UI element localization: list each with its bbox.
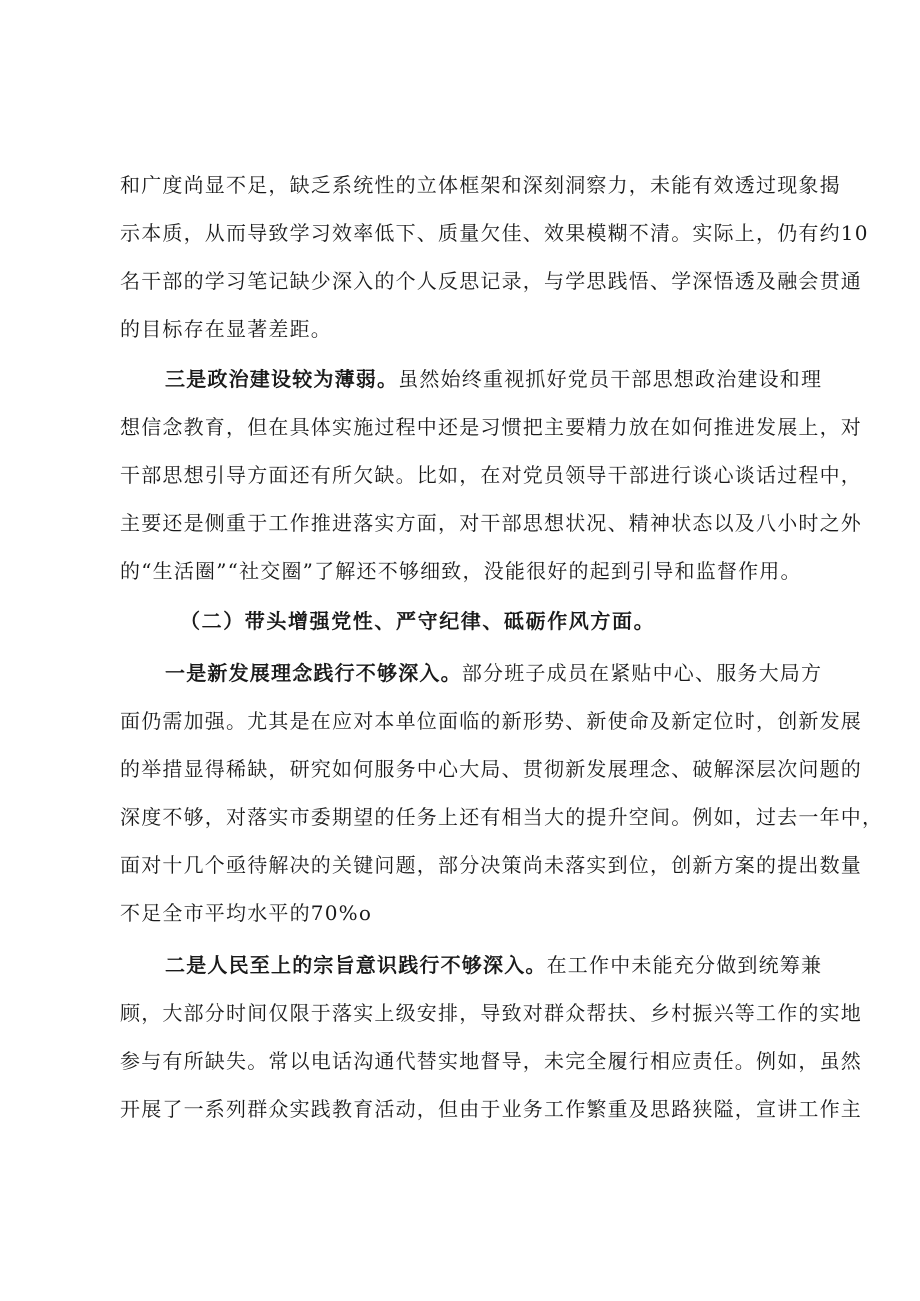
paragraph-lead-heading: 三是政治建设较为薄弱。 xyxy=(165,367,399,391)
paragraph-lead-text: 在工作中未能充分做到统筹兼 xyxy=(546,953,823,977)
paragraph-line: 顾，大部分时间仅限于落实上级安排，导致对群众帮扶、乡村振兴等工作的实地 xyxy=(120,1001,862,1025)
paragraph-line: 干部思想引导方面还有所欠缺。比如，在对党员领导干部进行谈心谈话过程中， xyxy=(120,463,862,487)
paragraph-line: 名干部的学习笔记缺少深入的个人反思记录，与学思践悟、学深悟透及融会贯通 xyxy=(120,269,862,293)
paragraph-line: 的举措显得稀缺，研究如何服务中心大局、贯彻新发展理念、破解深层次问题的 xyxy=(120,757,862,781)
paragraph-line: 面对十几个亟待解决的关键问题，部分决策尚未落实到位，创新方案的提出数量 xyxy=(120,853,862,877)
paragraph-lead-text: 部分班子成员在紧贴中心、服务大局方 xyxy=(461,661,823,685)
paragraph-lead-text: 虽然始终重视抓好党员干部思想政治建设和理 xyxy=(398,367,823,391)
paragraph-line: 的目标存在显著差距。 xyxy=(120,317,332,341)
paragraph-lead-heading: 一是新发展理念践行不够深入。 xyxy=(165,661,462,685)
paragraph-line: 参与有所缺失。常以电话沟通代替实地督导，未完全履行相应责任。例如，虽然 xyxy=(120,1049,862,1073)
paragraph-first-line xyxy=(165,951,823,979)
paragraph-line: 和广度尚显不足，缺乏系统性的立体框架和深刻洞察力，未能有效透过现象揭 xyxy=(120,173,841,197)
paragraph-line: 深度不够，对落实市委期望的任务上还有相当大的提升空间。例如，过去一年中， xyxy=(120,805,884,829)
paragraph-line: 的“生活圈”“社交圈”了解还不够细致，没能很好的起到引导和监督作用。 xyxy=(120,559,802,583)
paragraph-line: 示本质，从而导致学习效率低下、质量欠佳、效果模糊不清。实际上，仍有约10 xyxy=(120,221,869,245)
paragraph-line: 想信念教育，但在具体实施过程中还是习惯把主要精力放在如何推进发展上，对 xyxy=(120,415,862,439)
section-heading: （二）带头增强党性、严守纪律、砥砺作风方面。 xyxy=(180,609,656,633)
paragraph-line: 主要还是侧重于工作推进落实方面，对干部思想状况、精神状态以及八小时之外 xyxy=(120,511,862,535)
paragraph-line: 面仍需加强。尤其是在应对本单位面临的新形势、新使命及新定位时，创新发展 xyxy=(120,709,862,733)
paragraph-first-line xyxy=(165,659,823,687)
paragraph-first-line xyxy=(165,365,823,393)
paragraph-line: 开展了一系列群众实践教育活动，但由于业务工作繁重及思路狭隘，宣讲工作主 xyxy=(120,1097,862,1121)
paragraph-line: 不足全市平均水平的70%o xyxy=(120,901,373,925)
paragraph-lead-heading: 二是人民至上的宗旨意识践行不够深入。 xyxy=(165,953,547,977)
